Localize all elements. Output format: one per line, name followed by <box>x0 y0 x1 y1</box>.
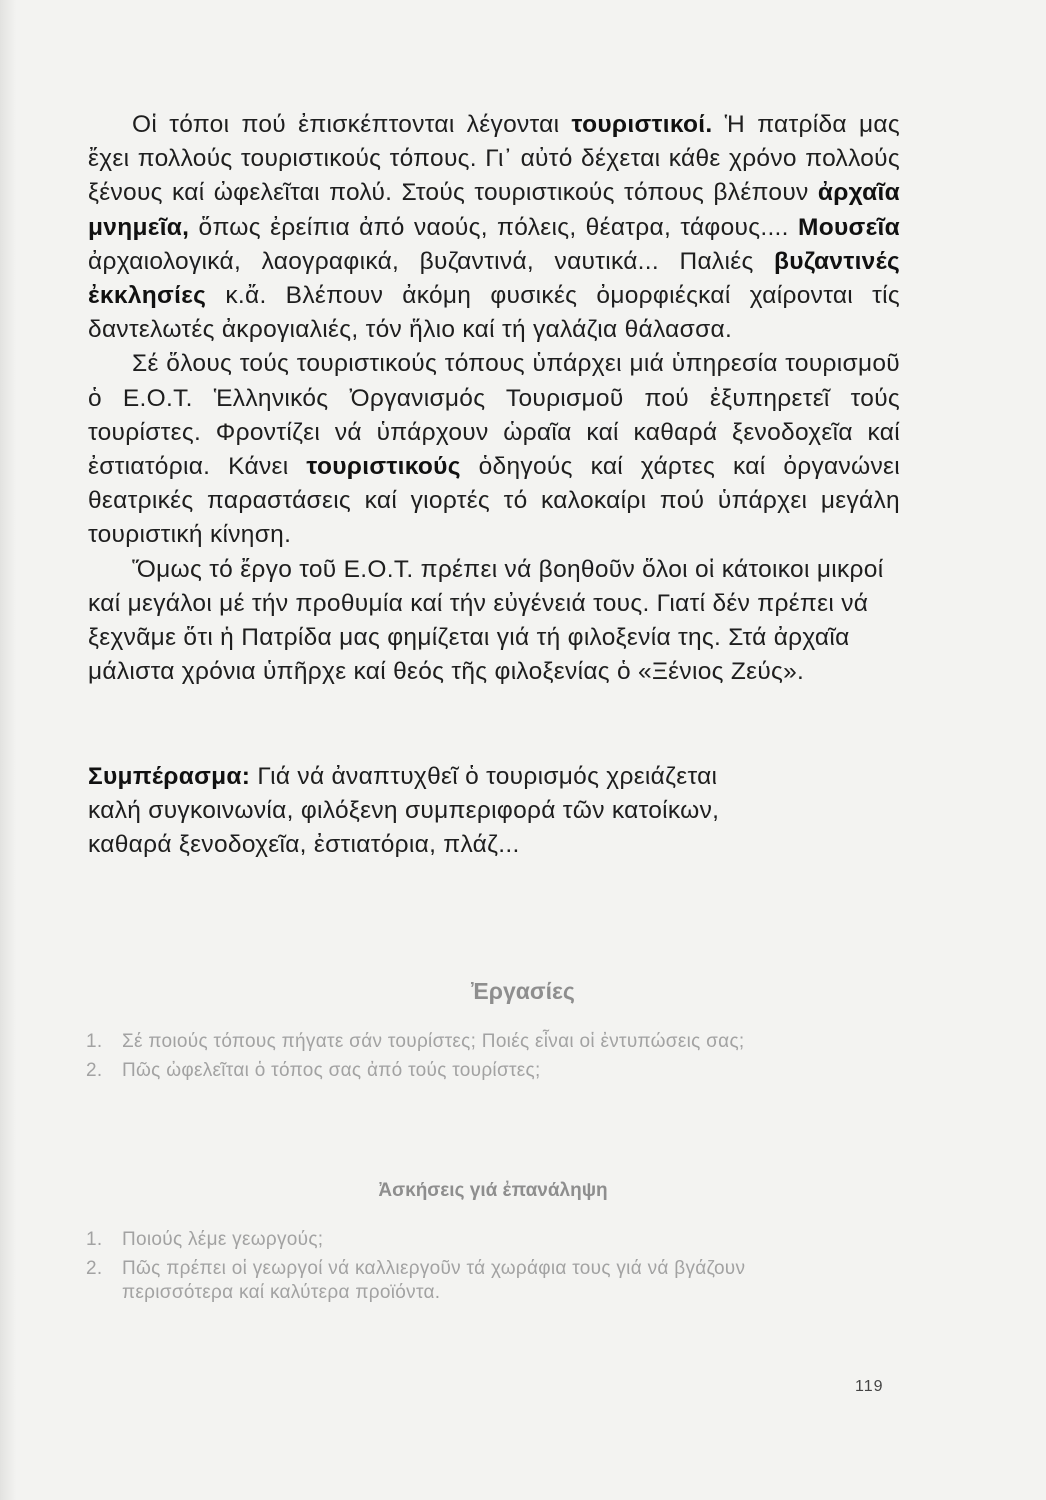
paragraph-tourist-places <box>88 108 900 347</box>
bold-term-monuments: ἀρχαῖα μνημεῖα, <box>88 179 900 241</box>
item-text: Πῶς ὠφελεῖται ὁ τόπος σας ἀπό τούς τουρίστες; <box>122 1059 541 1081</box>
bold-term-museums: Μουσεῖα <box>798 213 900 241</box>
list-item <box>86 1059 846 1084</box>
main-text <box>88 108 900 689</box>
page-edge-shadow <box>0 0 16 1500</box>
paragraph-eot <box>88 347 900 552</box>
conclusion-line <box>88 760 908 794</box>
list-item <box>86 1228 846 1253</box>
bold-term-guides: τουριστικούς <box>306 453 461 481</box>
item-number: 2. <box>86 1059 103 1081</box>
text-run: Ἡ πατρίδα μας ἔχει πολλούς τουριστικούς τόπους. Γι᾽ αὐτό δέχεται κάθε χρόνο πολλούς ξένους καί ὠφελεῖται πολύ. Στούς τουριστικούς τόπους βλέπουν <box>88 111 901 207</box>
item-number: 2. <box>86 1257 103 1279</box>
list-item <box>86 1257 846 1306</box>
bold-term-touristikoi: τουριστικοί. <box>571 111 713 138</box>
paragraph-hospitality: Ὅμως τό ἔργο τοῦ Ε.Ο.Τ. πρέπει νά βοηθοῦν ὅλοι οἱ κάτοικοι μικροί καί μεγάλοι μέ τήν προθυμία καί τήν εὐγένειά τους. Γιατί δέν πρέπει νά ξεχνᾶμε ὅτι ἡ Πατρίδα μας φημίζεται γιά τή φιλοξενία της. Στά ἀρχαῖα μάλιστα χρόνια ὑπῆρχε καί θεός τῆς φιλοξενίας ὁ «Ξένιος Ζεύς». <box>88 555 884 686</box>
tasks-list <box>86 1030 846 1087</box>
text-run: Οἱ τόποι πού ἐπισκέπτονται λέγονται <box>132 111 572 138</box>
page-number: 119 <box>855 1378 884 1395</box>
item-text: Ποιούς λέμε γεωργούς; <box>122 1229 324 1250</box>
text-run: ἀρχαιολογικά, λαογραφικά, βυζαντινά, ναυτικά... Παλιές <box>88 247 775 275</box>
conclusion-label: Συμπέρασμα: <box>88 763 251 790</box>
item-text: Σέ ποιούς τόπους πήγατε σάν τουρίστες; Ποιές εἶναι οἱ ἐντυπώσεις σας; <box>122 1031 745 1052</box>
conclusion-line: καθαρά ξενοδοχεῖα, ἐστιατόρια, πλάζ... <box>88 831 520 859</box>
text-run: ὁδηγούς καί χάρτες καί ὀργανώνει θεατρικές παραστάσεις καί γιορτές τό καλοκαίρι πού ὑπάρχει μεγάλη τουριστική κίνηση. <box>88 453 901 549</box>
text-run: ὅπως ἐρείπια ἀπό ναούς, πόλεις, θέατρα, τάφους.... <box>189 213 798 241</box>
item-text: Πῶς πρέπει οἱ γεωργοί νά καλλιεργοῦν τά χωράφια τους γιά νά βγάζουν περισσότερα καί καλύτερα προϊόντα. <box>122 1257 746 1303</box>
text-run: κ.ἄ. Βλέπουν ἀκόμη φυσικές ὀμορφιέςκαί χαίρονται τίς δαντελωτές ἀκρογιαλιές, τόν ἥλιο καί τή γαλάζια θάλασσα. <box>88 282 900 344</box>
tasks-heading: Ἐργασίες <box>471 978 575 1004</box>
conclusion-line: καλή συγκοινωνία, φιλόξενη συμπεριφορά τῶν κατοίκων, <box>88 797 720 825</box>
item-number: 1. <box>86 1229 103 1250</box>
review-list <box>86 1228 846 1310</box>
text-run: Σέ ὅλους τούς τουριστικούς τόπους ὑπάρχει μιά ὑπηρεσία τουρισμοῦ ὁ Ε.Ο.Τ. Ἑλληνικός Ὀργανισμός Τουρισμοῦ πού ἐξυπηρετεῖ τούς τουρίστες. Φροντίζει νά ὑπάρχουν ὡραῖα καί καθαρά ξενοδοχεῖα καί ἐστιατόρια. Κάνει <box>88 350 900 481</box>
item-number: 1. <box>86 1031 103 1052</box>
review-heading: Ἀσκήσεις γιά ἐπανάληψη <box>378 1180 608 1201</box>
bold-term-churches: βυζαντινές ἐκκλησίες <box>88 247 900 310</box>
conclusion-text: Γιά νά ἀναπτυχθεῖ ὁ τουρισμός χρειάζεται <box>250 763 718 790</box>
list-item <box>86 1030 846 1055</box>
conclusion-block <box>88 760 908 863</box>
